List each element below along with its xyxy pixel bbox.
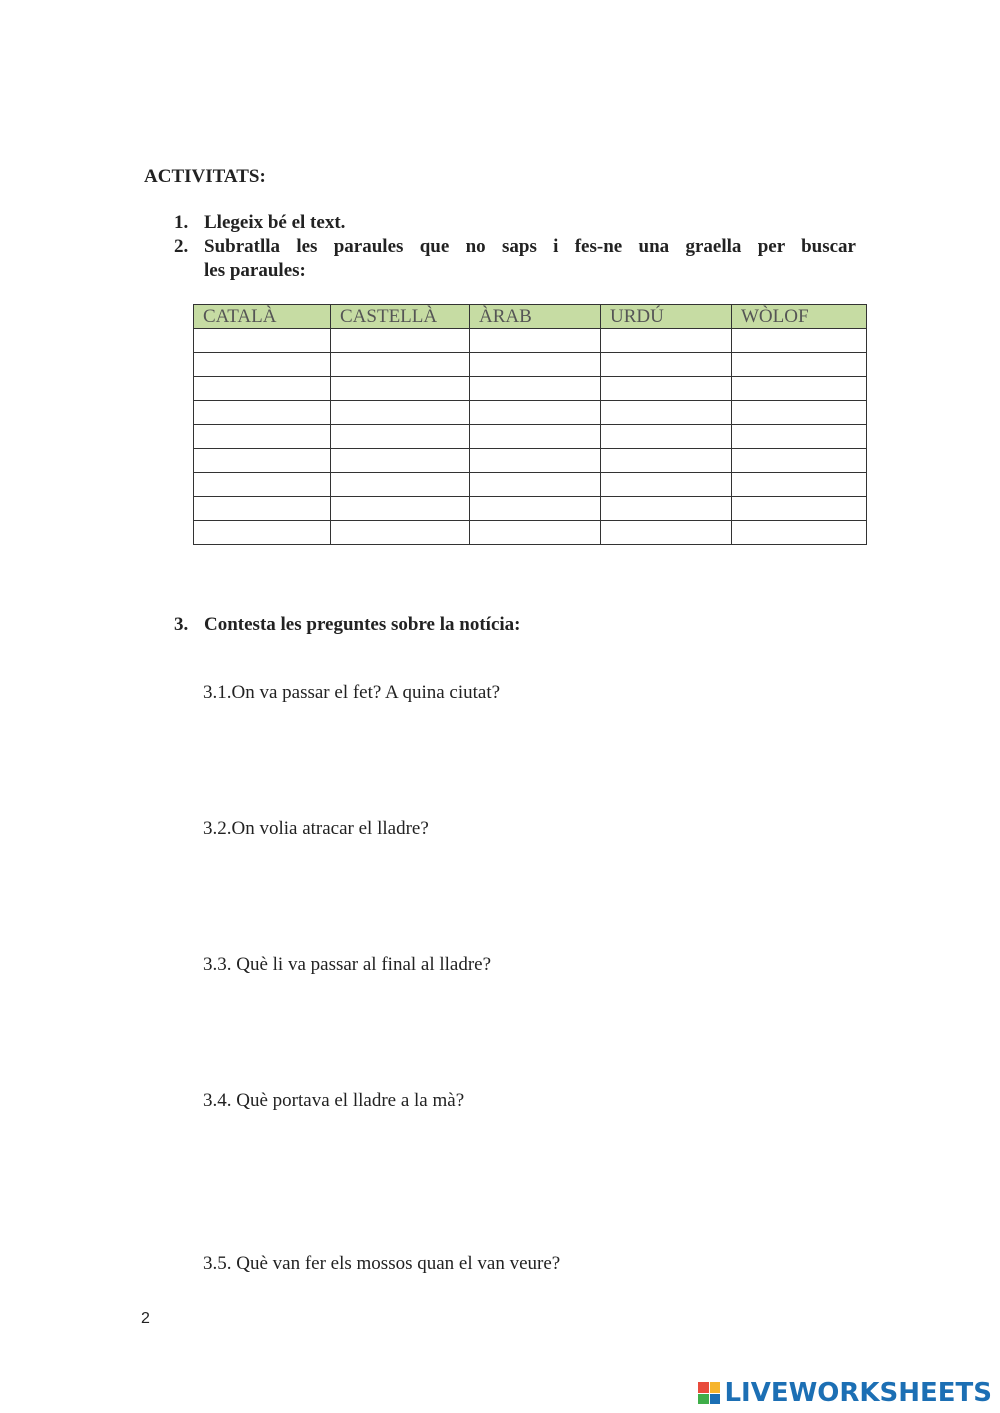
table-cell[interactable] — [194, 473, 331, 497]
table-header-row — [194, 305, 867, 329]
table-row — [194, 377, 867, 401]
section-heading: ACTIVITATS: — [144, 166, 266, 187]
question-3-1: 3.1.On va passar el fet? A quina ciutat? — [203, 682, 501, 703]
table-cell[interactable] — [601, 401, 732, 425]
table-cell[interactable] — [601, 521, 732, 545]
table-cell[interactable] — [331, 401, 470, 425]
table-cell[interactable] — [331, 353, 470, 377]
table-row — [194, 473, 867, 497]
table-cell[interactable] — [194, 521, 331, 545]
table-cell[interactable] — [194, 497, 331, 521]
instruction-text: Contesta les preguntes sobre la notícia: — [204, 614, 521, 635]
table-cell[interactable] — [601, 449, 732, 473]
instruction-1 — [174, 212, 864, 236]
table-row — [194, 353, 867, 377]
table-body — [194, 329, 867, 545]
table-row — [194, 497, 867, 521]
question-3-5: 3.5. Què van fer els mossos quan el van veure? — [203, 1253, 561, 1274]
table-cell[interactable] — [601, 329, 732, 353]
table-cell[interactable] — [470, 377, 601, 401]
brand-mark-icon — [698, 1382, 720, 1404]
column-header-wolof: WÒLOF — [732, 305, 867, 329]
instruction-number: 2. — [174, 236, 189, 257]
table-cell[interactable] — [470, 353, 601, 377]
column-header-catala: CATALÀ — [194, 305, 331, 329]
table-cell[interactable] — [194, 449, 331, 473]
page-number: 2 — [141, 1310, 150, 1327]
table-cell[interactable] — [194, 401, 331, 425]
table-cell[interactable] — [732, 377, 867, 401]
instruction-2 — [174, 236, 856, 286]
table-cell[interactable] — [470, 329, 601, 353]
table-cell[interactable] — [732, 401, 867, 425]
table-cell[interactable] — [470, 473, 601, 497]
table-cell[interactable] — [601, 425, 732, 449]
question-3-4: 3.4. Què portava el lladre a la mà? — [203, 1090, 465, 1111]
table-cell[interactable] — [732, 425, 867, 449]
table-row — [194, 329, 867, 353]
table-cell[interactable] — [194, 377, 331, 401]
table-cell[interactable] — [331, 497, 470, 521]
table-row — [194, 521, 867, 545]
table-cell[interactable] — [194, 425, 331, 449]
table-cell[interactable] — [331, 473, 470, 497]
table-row — [194, 425, 867, 449]
table-cell[interactable] — [331, 449, 470, 473]
question-3-2: 3.2.On volia atracar el lladre? — [203, 818, 429, 839]
instruction-number: 3. — [174, 614, 189, 635]
brand-name: LIVEWORKSHEETS — [724, 1378, 992, 1408]
column-header-castella: CASTELLÀ — [331, 305, 470, 329]
column-header-urdu: URDÚ — [601, 305, 732, 329]
table-cell[interactable] — [470, 425, 601, 449]
table-cell[interactable] — [601, 353, 732, 377]
question-3-3: 3.3. Què li va passar al final al lladre? — [203, 954, 492, 975]
table-cell[interactable] — [601, 377, 732, 401]
table-cell[interactable] — [331, 377, 470, 401]
table-row — [194, 401, 867, 425]
table-cell[interactable] — [732, 497, 867, 521]
instruction-text: Llegeix bé el text. — [204, 212, 346, 233]
table-row — [194, 449, 867, 473]
instruction-number: 1. — [174, 212, 189, 233]
instruction-text-line-2: les paraules: — [204, 260, 306, 281]
column-header-arab: ÀRAB — [470, 305, 601, 329]
table-cell[interactable] — [732, 473, 867, 497]
table-cell[interactable] — [732, 353, 867, 377]
brand-logo[interactable] — [698, 1378, 992, 1408]
table-cell[interactable] — [470, 401, 601, 425]
table-cell[interactable] — [470, 521, 601, 545]
instruction-3 — [174, 614, 864, 638]
table-cell[interactable] — [194, 329, 331, 353]
table-cell[interactable] — [732, 521, 867, 545]
table-cell[interactable] — [470, 449, 601, 473]
table-cell[interactable] — [732, 329, 867, 353]
instruction-text-line-1: Subratlla les paraules que no saps i fes-ne una graella per buscar — [204, 236, 856, 257]
table-cell[interactable] — [601, 473, 732, 497]
table-cell[interactable] — [732, 449, 867, 473]
vocabulary-table — [193, 304, 867, 545]
table-cell[interactable] — [331, 521, 470, 545]
table-cell[interactable] — [601, 497, 732, 521]
table-cell[interactable] — [470, 497, 601, 521]
table-cell[interactable] — [331, 329, 470, 353]
table-cell[interactable] — [331, 425, 470, 449]
table-cell[interactable] — [194, 353, 331, 377]
